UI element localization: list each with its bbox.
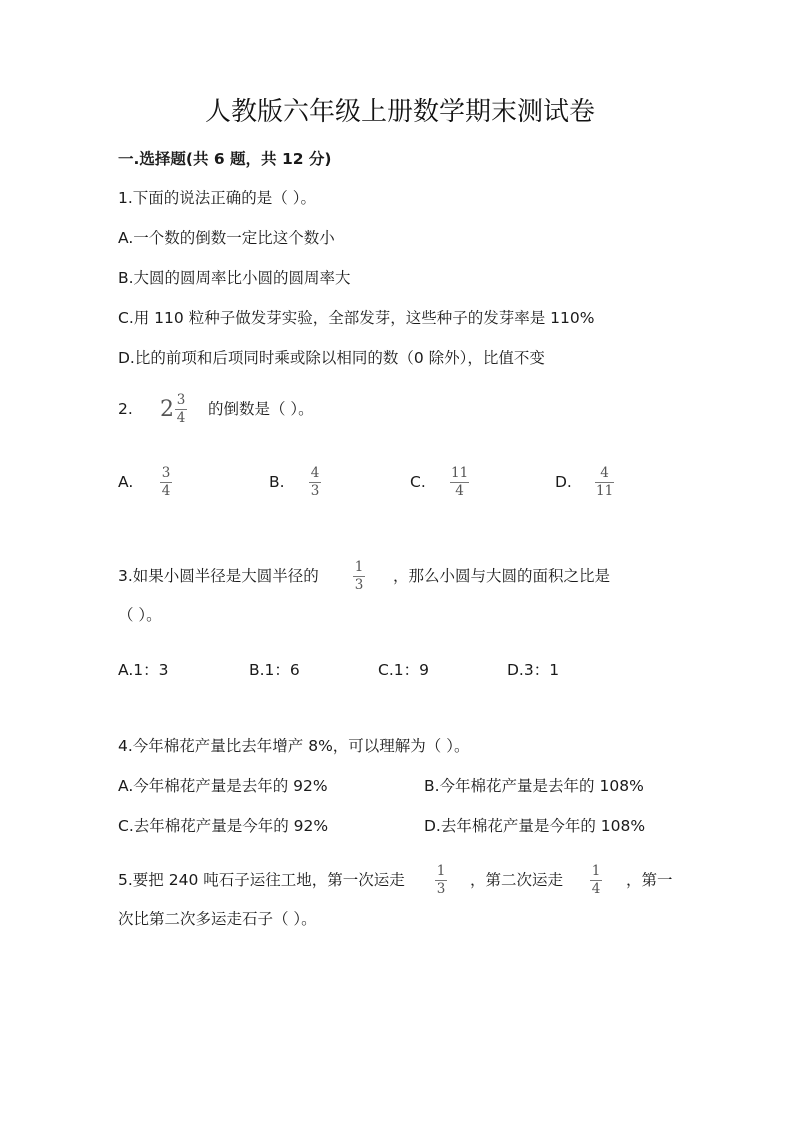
question-1-option-b: B.大圆的圆周率比小圆的圆周率大: [118, 269, 351, 287]
question-3-option-c: C.1：9: [378, 661, 429, 679]
question-4-option-c: C.去年棉花产量是今年的 92%: [118, 817, 329, 835]
question-1-option-c: C.用 110 粒种子做发芽实验，全部发芽，这些种子的发芽率是 110%: [118, 309, 595, 327]
fraction-numerator: 3: [176, 392, 186, 408]
question-3-fraction: [353, 560, 365, 593]
question-2-option-b-label: B.: [269, 473, 285, 491]
question-5-fraction-2: [590, 864, 602, 897]
question-4-stem: 4.今年棉花产量比去年增产 8%，可以理解为（ ）。: [118, 737, 470, 755]
question-4-option-d: D.去年棉花产量是今年的 108%: [424, 817, 646, 835]
question-2-stem-tail: 的倒数是（ ）。: [208, 400, 314, 418]
question-1-option-d: D.比的前项和后项同时乘或除以相同的数（0 除外），比值不变: [118, 349, 545, 367]
fraction-denominator: 4: [591, 881, 601, 897]
fraction-numerator: 1: [436, 863, 446, 879]
page-title: 人教版六年级上册数学期末测试卷: [204, 97, 595, 127]
fraction-numerator: 4: [310, 465, 320, 481]
question-3-option-a: A.1：3: [118, 661, 169, 679]
question-5-stem-tail: ，第一: [626, 871, 673, 889]
question-2-option-c-fraction: [450, 466, 469, 499]
question-4-option-a: A.今年棉花产量是去年的 92%: [118, 777, 328, 795]
question-2-option-c-label: C.: [410, 473, 426, 491]
fraction-denominator: 3: [354, 577, 364, 593]
fraction-denominator: 4: [455, 483, 464, 499]
question-4-option-b: B.今年棉花产量是去年的 108%: [424, 777, 644, 795]
question-1-stem: 1.下面的说法正确的是（ ）。: [118, 189, 316, 207]
question-3-stem-tail: ，那么小圆与大圆的面积之比是: [393, 567, 611, 585]
mixed-fraction: [175, 393, 187, 426]
fraction-numerator: 11: [451, 465, 469, 481]
question-3-stem-head: 3.如果小圆半径是大圆半径的: [118, 567, 319, 585]
fraction-denominator: 11: [596, 483, 614, 499]
question-2-number: 2.: [118, 400, 133, 418]
question-2-option-d-label: D.: [555, 473, 572, 491]
section-heading: 一.选择题(共 6 题，共 12 分): [118, 150, 332, 168]
question-2-option-b-fraction: [309, 466, 321, 499]
question-2-option-d-fraction: [595, 466, 614, 499]
fraction-numerator: 3: [161, 465, 171, 481]
question-2-option-a-label: A.: [118, 473, 134, 491]
fraction-denominator: 4: [161, 483, 171, 499]
question-5-stem-line2: 次比第二次多运走石子（ ）。: [118, 910, 317, 928]
question-5-stem-mid: ，第二次运走: [470, 871, 564, 889]
question-2-mixed-number: [160, 393, 187, 426]
fraction-numerator: 1: [354, 559, 364, 575]
question-3-stem-line2: （ ）。: [118, 606, 162, 624]
question-2-option-a-fraction: [160, 466, 172, 499]
question-3-option-d: D.3：1: [507, 661, 560, 679]
question-5-stem-head: 5.要把 240 吨石子运往工地，第一次运走: [118, 871, 405, 889]
fraction-numerator: 1: [591, 863, 601, 879]
question-5-fraction-1: [435, 864, 447, 897]
fraction-denominator: 3: [436, 881, 446, 897]
question-1-option-a: A.一个数的倒数一定比这个数小: [118, 229, 335, 247]
mixed-whole: 2: [160, 396, 174, 422]
question-3-option-b: B.1：6: [249, 661, 300, 679]
fraction-numerator: 4: [600, 465, 609, 481]
fraction-denominator: 3: [310, 483, 320, 499]
fraction-denominator: 4: [176, 410, 186, 426]
